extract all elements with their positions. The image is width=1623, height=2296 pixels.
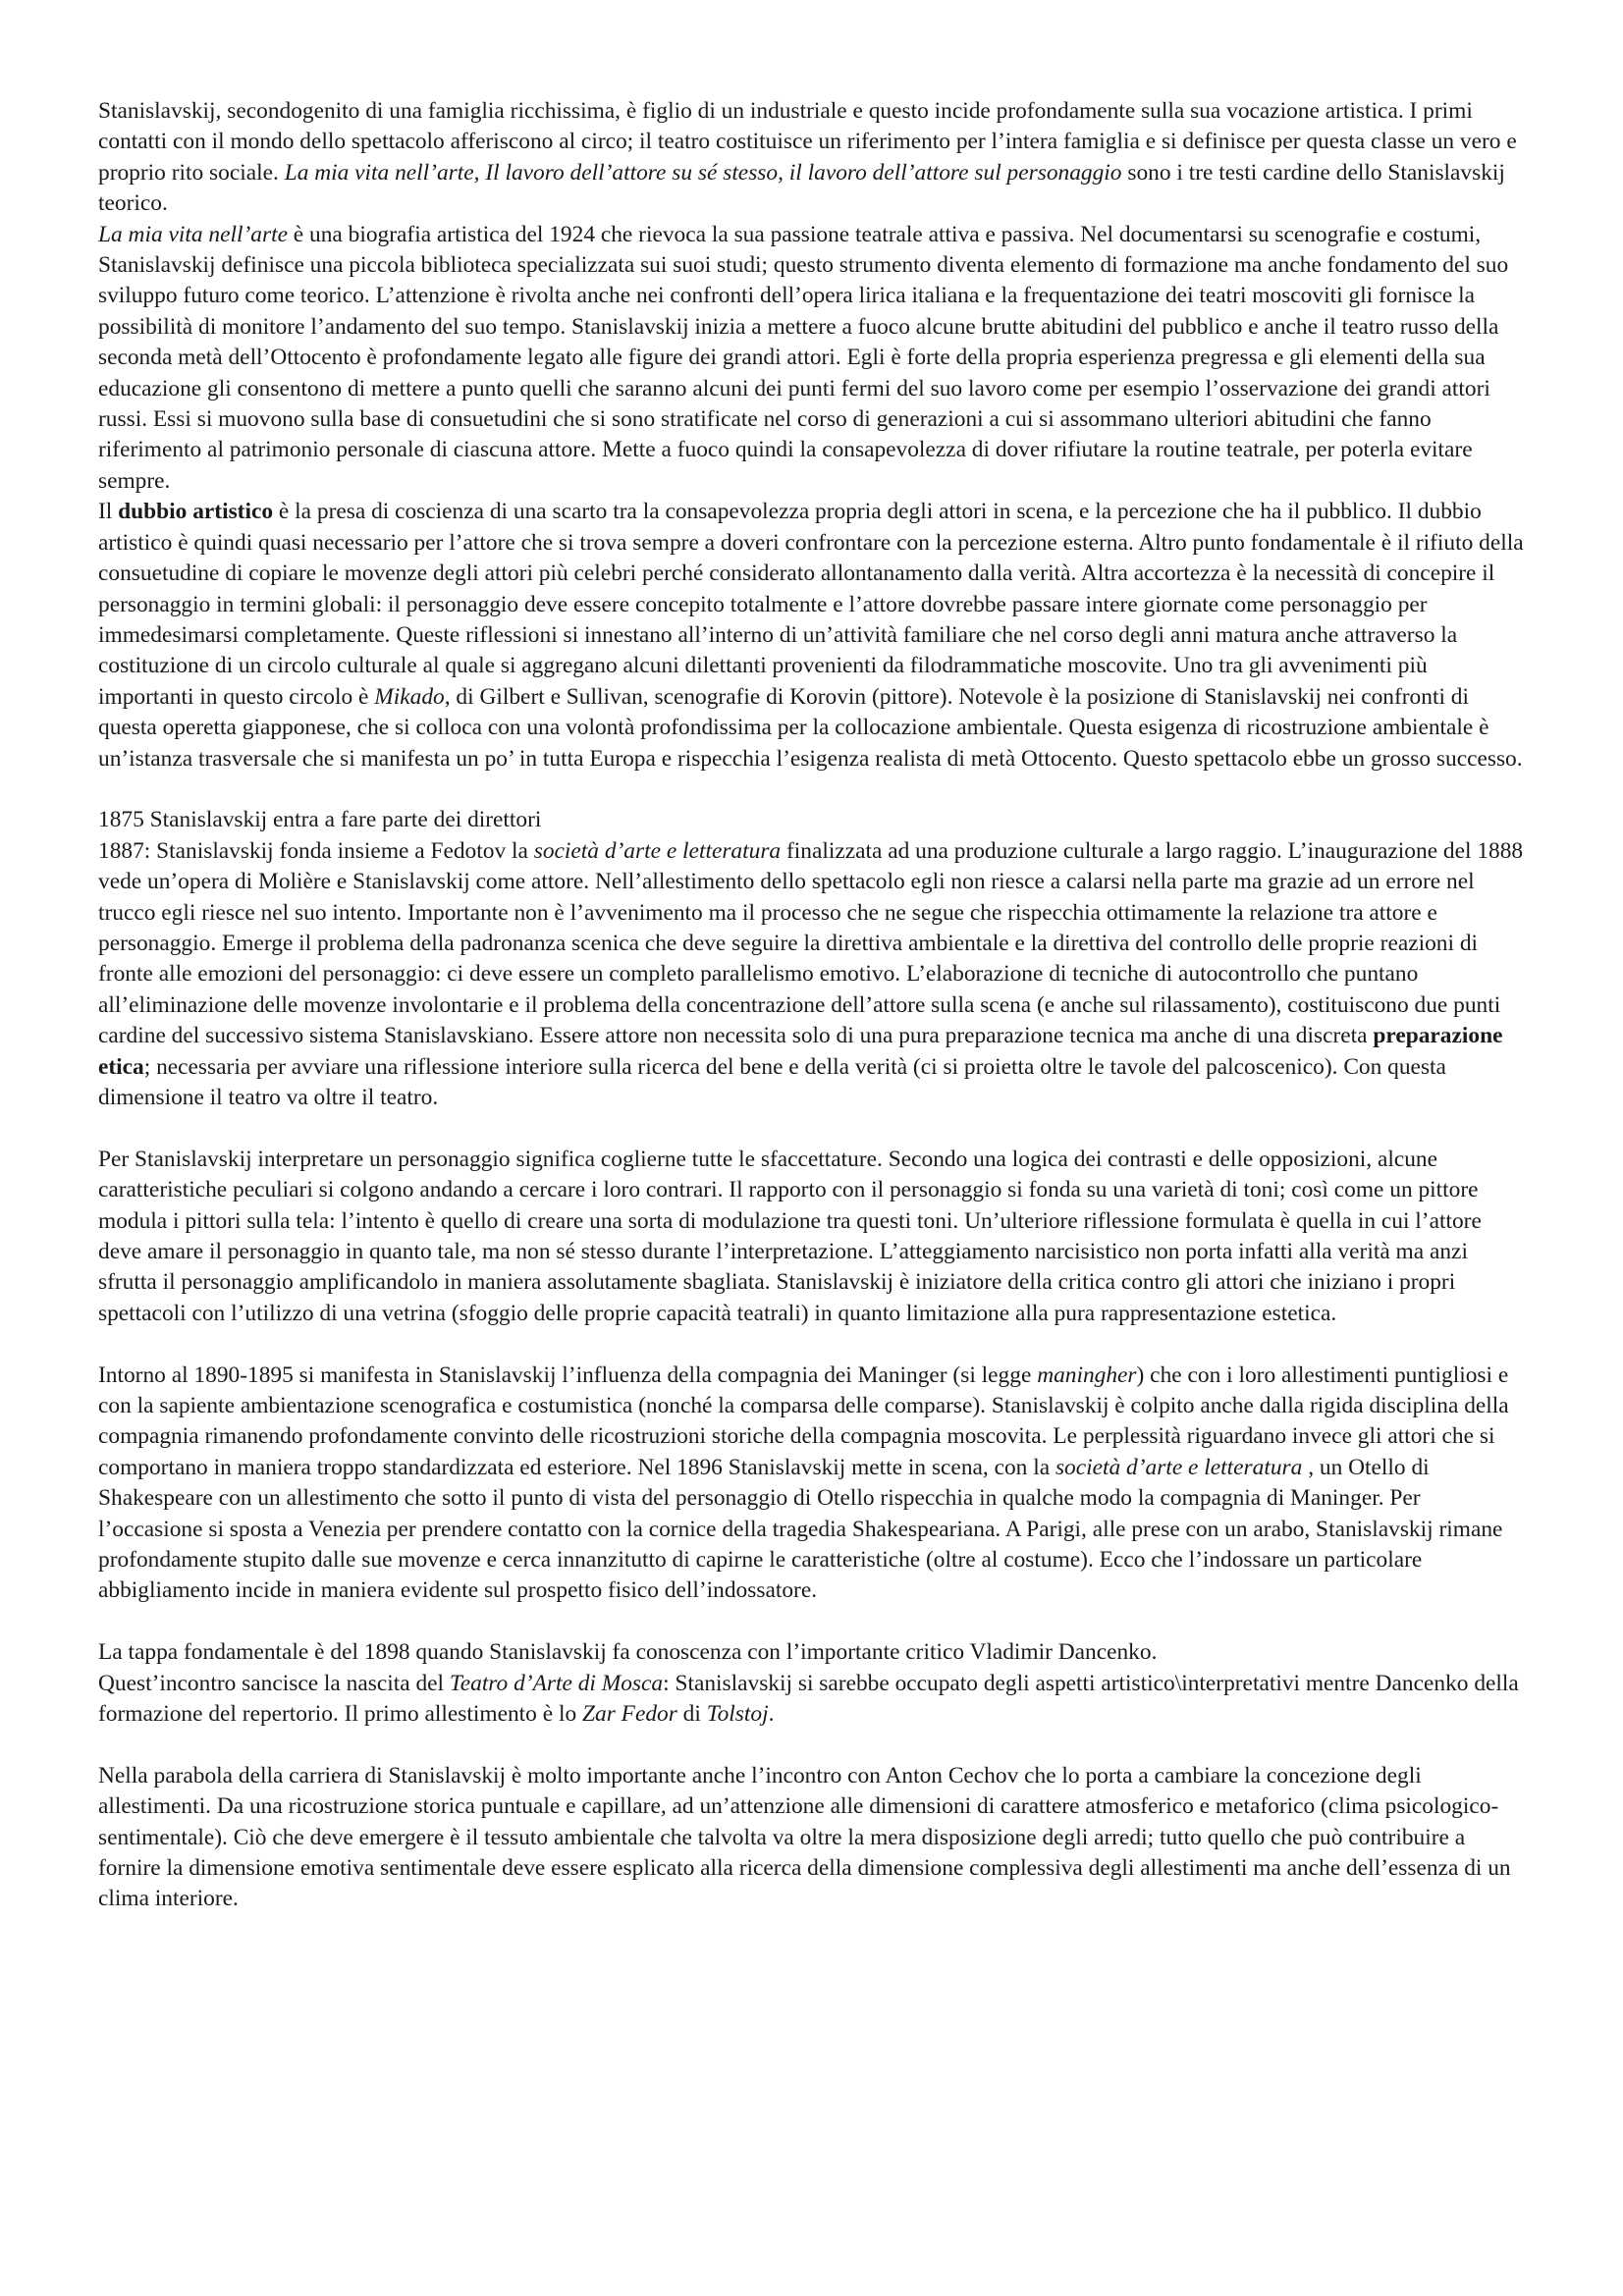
paragraph-spacer: [98, 774, 1524, 805]
text-run: .: [768, 1701, 775, 1728]
paragraph-p3: [98, 497, 1524, 774]
paragraph-p8: [98, 1637, 1524, 1668]
text-run: La tappa fondamentale è del 1898 quando Stanislavskij fa conoscenza con l’importante critico Vladimir Dancenko.: [98, 1639, 1158, 1666]
paragraph-spacer: [98, 1113, 1524, 1144]
text-run: Quest’incontro sancisce la nascita del: [98, 1670, 450, 1696]
text-run: finalizzata ad una produzione culturale a largo raggio. L’inaugurazione del 1888 vede un’opera di Molière e Stanislavskij come attore. Nell’allestimento dello spettacolo egli non riesce a calarsi nella parte ma grazie ad un errore nel trucco egli riesce nel suo intento. Importante non è l’avvenimento ma il processo che ne segue che rispecchia ottimamente la relazione tra attore e personaggio. Emerge il problema della padronanza scenica che deve seguire la direttiva ambientale e la direttiva del controllo delle proprie reazioni di fronte alle emozioni del personaggio: ci deve essere un completo parallelismo emotivo. L’elaborazione di tecniche di autocontrollo che puntano all’eliminazione delle movenze involontarie e il problema della concentrazione dell’attore sulla scena (e anche sul rilassamento), costituiscono due punti cardine del successivo sistema Stanislavskiano. Essere attore non necessita solo di una pura preparazione tecnica ma anche di una discreta: [98, 837, 1524, 1049]
paragraph-spacer: [98, 1607, 1524, 1637]
text-run: Stanislavskij, secondogenito di una famiglia ricchissima, è figlio di un industriale e questo incide profondamente sulla sua vocazione artistica. I primi contatti con il mondo dello spettacolo afferiscono al circo; il teatro costituisce un riferimento per l’intera famiglia e si definisce per questa classe un vero e proprio rito sociale.: [98, 98, 1517, 186]
italic-title: Zar Fedor: [582, 1701, 677, 1728]
text-run: 1875 Stanislavskij entra a fare parte dei direttori: [98, 807, 542, 833]
paragraph-p10: [98, 1761, 1524, 1915]
bold-term: preparazione etica: [98, 1023, 1503, 1080]
bold-term: dubbio artistico: [118, 499, 274, 525]
text-run: 1887: Stanislavskij fonda insieme a Fedotov la: [98, 837, 534, 864]
document-page: [98, 96, 1524, 1915]
paragraph-p4: [98, 805, 1524, 835]
text-run: ; necessaria per avviare una riflessione interiore sulla ricerca del bene e della verità (ci si proietta oltre le tavole del palcoscenico). Con questa dimensione il teatro va oltre il teatro.: [98, 1053, 1446, 1110]
paragraph-p5: [98, 836, 1524, 1114]
text-run: Per Stanislavskij interpretare un personaggio significa coglierne tutte le sfaccettature. Secondo una logica dei contrasti e delle opposizioni, alcune caratteristiche peculiari si colgono andando a cercare i loro contrari. Il rapporto con il personaggio si fonda su una varietà di toni; così come un pittore modula i pittori sulla tela: l’intento è quello di creare una sorta di modulazione tra questi toni. Un’ulteriore riflessione formulata è quella in cui l’attore deve amare il personaggio in quanto tale, ma non sé stesso durante l’interpretazione. L’atteggiamento narcisistico non porta infatti alla verità ma anzi sfrutta il personaggio amplificandolo in maniera assolutamente sbagliata. Stanislavskij è iniziatore della critica contro gli attori che iniziano i propri spettacoli con l’utilizzo di una vetrina (sfoggio delle proprie capacità teatrali) in quanto limitazione alla pura rappresentazione estetica.: [98, 1146, 1482, 1326]
italic-title: Tolstoj: [706, 1701, 769, 1728]
italic-title: La mia vita nell’arte, Il lavoro dell’attore su sé stesso, il lavoro dell’attore sul personaggio: [284, 159, 1122, 186]
paragraph-p2: [98, 220, 1524, 498]
text-run: di: [676, 1701, 707, 1728]
text-run: : Stanislavskij si sarebbe occupato degli aspetti artistico\interpretativi mentre Dancenko della formazione del repertorio. Il primo allestimento è lo: [98, 1670, 1519, 1728]
paragraph-p9: [98, 1669, 1524, 1731]
italic-title: Mikado: [374, 683, 445, 710]
paragraph-p7: [98, 1361, 1524, 1607]
italic-title: La mia vita nell’arte: [98, 221, 288, 247]
italic-title: Teatro d’Arte di Mosca: [449, 1670, 664, 1696]
paragraph-spacer: [98, 1329, 1524, 1360]
italic-title: società d’arte e letteratura: [1055, 1454, 1303, 1480]
text-run: Intorno al 1890-1895 si manifesta in Stanislavskij l’influenza della compagnia dei Maninger (si legge: [98, 1362, 1038, 1388]
text-run: , di Gilbert e Sullivan, scenografie di Korovin (pittore). Notevole è la posizione di Stanislavskij nei confronti di questa operetta giapponese, che si colloca con una volontà profondissima per la collocazione ambientale. Questa esigenza di ricostruzione ambientale è un’istanza trasversale che si manifesta un po’ in tutta Europa e rispecchia l’esigenza realista di metà Ottocento. Questo spettacolo ebbe un grosso successo.: [98, 683, 1523, 772]
text-run: è una biografia artistica del 1924 che rievoca la sua passione teatrale attiva e passiva. Nel documentarsi su scenografie e costumi, Stanislavskij definisce una piccola biblioteca specializzata sui suoi studi; questo strumento diventa elemento di formazione ma anche fondamento del suo sviluppo futuro come teorico. L’attenzione è rivolta anche nei confronti dell’opera lirica italiana e la frequentazione dei teatri moscoviti gli fornisce la possibilità di monitore l’andamento del suo tempo. Stanislavskij inizia a mettere a fuoco alcune brutte abitudini del pubblico e anche il teatro russo della seconda metà dell’Ottocento è profondamente legato alle figure dei grandi attori. Egli è forte della propria esperienza pregressa e gli elementi della sua educazione gli consentono di mettere a punto quelli che saranno alcuni dei punti fermi del suo lavoro come per esempio l’osservazione dei grandi attori russi. Essi si muovono sulla base di consuetudini che si sono stratificate nel corso di generazioni a cui si assommano ulteriori abitudini che fanno riferimento al patrimonio personale di ciascuna attore. Mette a fuoco quindi la consapevolezza di dover rifiutare la routine teatrale, per poterla evitare sempre.: [98, 221, 1509, 494]
text-run: Il: [98, 499, 119, 525]
italic-title: maningher: [1037, 1362, 1137, 1388]
paragraph-spacer: [98, 1730, 1524, 1760]
text-run: Nella parabola della carriera di Stanislavskij è molto importante anche l’incontro con Anton Cechov che lo porta a cambiare la concezione degli allestimenti. Da una ricostruzione storica puntuale e capillare, ad un’attenzione alle dimensioni di carattere atmosferico e metaforico (clima psicologico-sentimentale). Ciò che deve emergere è il tessuto ambientale che talvolta va oltre la mera disposizione degli arredi; tutto quello che può contribuire a fornire la dimensione emotiva sentimentale deve essere esplicato alla ricerca della dimensione complessiva degli allestimenti ma anche dell’essenza di un clima interiore.: [98, 1762, 1511, 1912]
text-run: sono i tre testi cardine dello Stanislavskij teorico.: [98, 159, 1505, 217]
italic-title: società d’arte e letteratura: [533, 837, 782, 864]
text-run: ) che con i loro allestimenti puntigliosi e con la sapiente ambientazione scenografica e costumistica (nonché la comparsa delle comparse). Stanislavskij è colpito anche dalla rigida disciplina della compagnia rimanendo profondamente convinto delle ricostruzioni storiche della compagnia moscovita. Le perplessità riguardano invece gli attori che si comportano in maniera troppo standardizzata ed esteriore. Nel 1896 Stanislavskij mette in scena, con la: [98, 1362, 1509, 1480]
text-run: è la presa di coscienza di una scarto tra la consapevolezza propria degli attori in scena, e la percezione che ha il pubblico. Il dubbio artistico è quindi quasi necessario per l’attore che si trova sempre a doveri confrontare con la percezione esterna. Altro punto fondamentale è il rifiuto della consuetudine di copiare le movenze degli attori più celebri perché considerato allontanamento dalla verità. Altra accortezza è la necessità di concepire il personaggio in termini globali: il personaggio deve essere concepito totalmente e l’attore dovrebbe passare intere giornate come personaggio per immedesimarsi completamente. Queste riflessioni si innestano all’interno di un’attività familiare che nel corso degli anni matura anche attraverso la costituzione di un circolo culturale al quale si aggregano alcuni dilettanti provenienti da filodrammatiche moscovite. Uno tra gli avvenimenti più importanti in questo circolo è: [98, 499, 1524, 710]
text-run: , un Otello di Shakespeare con un allestimento che sotto il punto di vista del personaggio di Otello rispecchia in qualche modo la compagnia di Maninger. Per l’occasione si sposta a Venezia per prendere contatto con la cornice della tragedia Shakespeariana. A Parigi, alle prese con un arabo, Stanislavskij rimane profondamente stupito dalle sue movenze e cerca innanzitutto di capirne le caratteristiche (oltre al costume). Ecco che l’indossare un particolare abbigliamento incide in maniera evidente sul prospetto fisico dell’indossatore.: [98, 1454, 1503, 1604]
paragraph-p6: [98, 1145, 1524, 1329]
paragraph-p1: [98, 96, 1524, 220]
